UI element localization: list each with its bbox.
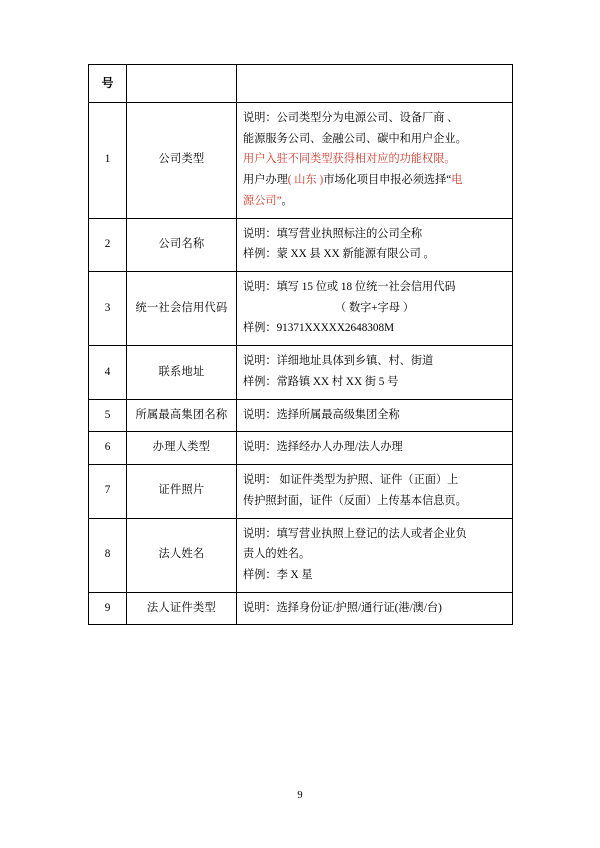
desc-line: 说明：填写营业执照上登记的法人或者企业负 [243, 527, 467, 540]
row-field-name: 所属最高集团名称 [127, 399, 237, 432]
row-field-name: 公司名称 [127, 218, 237, 271]
desc-line [243, 191, 506, 212]
desc-line: 责人的姓名。 [243, 548, 311, 561]
header-cell-description [237, 65, 513, 103]
row-description [237, 399, 513, 432]
desc-text-black: 用户办理 [243, 174, 288, 187]
table-row [89, 399, 513, 432]
desc-text-black-2: 市场化项目申报必须选择“ [323, 174, 452, 187]
table-row [89, 465, 513, 518]
desc-line: 样例：91371XXXXX2648308M [243, 322, 395, 335]
row-number: 1 [89, 103, 127, 219]
table-row [89, 218, 513, 271]
row-field-name: 证件照片 [127, 465, 237, 518]
row-description [237, 103, 513, 219]
desc-line: 说明：详细地址具体到乡镇、村、街道 [243, 355, 434, 368]
row-description [237, 432, 513, 465]
row-field-name: 法人证件类型 [127, 592, 237, 625]
desc-line [243, 170, 506, 191]
desc-line: 样例：蒙 XX 县 XX 新能源有限公司 。 [243, 248, 435, 261]
header-cell-number: 号 [89, 65, 127, 103]
row-description [237, 346, 513, 399]
row-field-name: 法人姓名 [127, 518, 237, 592]
desc-line: 说明：选择经办人办理/法人办理 [243, 441, 403, 454]
desc-line: 样例：常路镇 XX 村 XX 街 5 号 [243, 375, 399, 388]
row-number: 9 [89, 592, 127, 625]
table-row [89, 518, 513, 592]
table-row [89, 346, 513, 399]
table-header-row [89, 65, 513, 103]
row-number: 6 [89, 432, 127, 465]
row-number: 3 [89, 272, 127, 346]
desc-line-highlight: 用户入驻不同类型获得相对应的功能权限。 [243, 153, 456, 166]
row-number: 5 [89, 399, 127, 432]
row-number: 8 [89, 518, 127, 592]
row-description [237, 592, 513, 625]
row-number: 4 [89, 346, 127, 399]
row-field-name: 统一社会信用代码 [127, 272, 237, 346]
desc-line: 说明：选择所属最高级集团全称 [243, 408, 400, 421]
desc-line: 说明：填写营业执照标注的公司全称 [243, 227, 423, 240]
desc-text-black-3: 。 [281, 194, 293, 207]
desc-line: 样例：李 X 星 [243, 568, 313, 581]
desc-line: 能源服务公司、金融公司、碳中和用户企业。 [243, 132, 467, 145]
table-row [89, 103, 513, 219]
desc-text-red: ( 山东 ) [287, 174, 324, 187]
row-description [237, 218, 513, 271]
row-description [237, 518, 513, 592]
table-row [89, 592, 513, 625]
page-number: 9 [297, 790, 303, 801]
desc-line: 说明：公司类型分为电源公司、设备厂商 、 [243, 112, 459, 124]
header-cell-field [127, 65, 237, 103]
desc-line: 传护照封面，证件（反面）上传基本信息页。 [243, 494, 467, 507]
desc-line: 说明：选择身份证/护照/通行证(港/澳/台) [243, 601, 442, 614]
desc-line: 说明：填写 15 位或 18 位统一社会信用代码 [243, 281, 456, 294]
table-row [89, 272, 513, 346]
desc-text-red-2: 电 [451, 174, 463, 187]
row-description [237, 272, 513, 346]
row-field-name: 公司类型 [127, 103, 237, 219]
desc-line: 说明： 如证件类型为护照、证件（正面）上 [243, 474, 459, 487]
requirements-table [88, 64, 513, 625]
row-number: 7 [89, 465, 127, 518]
row-number: 2 [89, 218, 127, 271]
row-field-name: 联系地址 [127, 346, 237, 399]
desc-text-red-3: 源公司” [243, 194, 282, 207]
table-row [89, 432, 513, 465]
desc-line: （ 数字+字母 ） [334, 301, 415, 314]
row-field-name: 办理人类型 [127, 432, 237, 465]
row-description [237, 465, 513, 518]
